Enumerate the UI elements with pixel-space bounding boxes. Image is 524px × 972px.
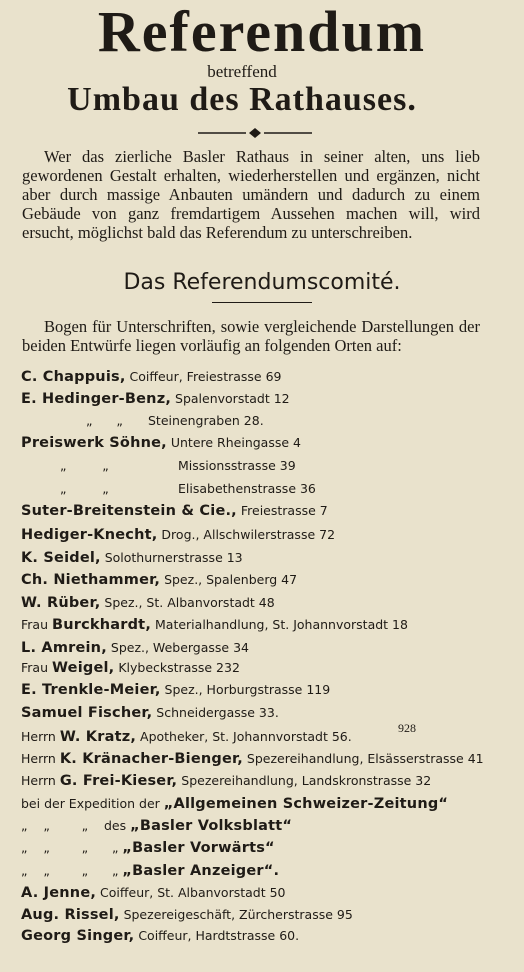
entry-prefix: Frau bbox=[21, 617, 52, 632]
entry-prefix: „ „ bbox=[60, 481, 109, 496]
location-entry bbox=[86, 410, 264, 432]
entry-address: Spez., Horburgstrasse 119 bbox=[160, 682, 331, 697]
locations-intro: Bogen für Unterschriften, sowie vergleichende Darstellungen der beiden Entwürfe liegen vorläufig an folgenden Orten auf: bbox=[22, 317, 480, 355]
entry-name: E. Hedinger-Benz, bbox=[21, 391, 172, 407]
location-entry bbox=[60, 455, 296, 477]
entry-address: Solothurnerstrasse 13 bbox=[100, 550, 243, 565]
entry-name: A. Jenne, bbox=[21, 885, 97, 901]
entry-address: Untere Rheingasse 4 bbox=[166, 435, 301, 450]
entry-prefix: Herrn bbox=[21, 751, 60, 766]
notice-subtitle: betreffend bbox=[207, 62, 277, 81]
location-entry bbox=[21, 770, 431, 792]
entry-name: W. Rüber, bbox=[21, 595, 101, 611]
location-entry bbox=[21, 592, 275, 614]
location-entry bbox=[21, 793, 448, 815]
location-entry bbox=[21, 657, 240, 679]
entry-prefix: „ „ bbox=[60, 458, 109, 473]
intro-paragraph: Wer das zierliche Basler Rathaus in seiner alten, uns lieb gewordenen Gestalt erhalten, wiederherstellen und ergänzen, nicht aber durch massige Anbauten umändern und dadurch zu einem Gebäude von ganz fremdartigem Aussehen machen will, wird ersucht, möglichst bald das Referendum zu unterschreiben. bbox=[22, 147, 480, 242]
entry-name: Preiswerk Söhne, bbox=[21, 435, 167, 451]
entry-address: Materialhandlung, St. Johannvorstadt 18 bbox=[151, 617, 408, 632]
divider-rule bbox=[212, 302, 312, 303]
entry-address: Missionsstrasse 39 bbox=[178, 458, 296, 473]
location-entry bbox=[21, 614, 408, 636]
entry-name: G. Frei-Kieser, bbox=[59, 773, 178, 789]
entry-address: Klybeckstrasse 232 bbox=[114, 660, 240, 675]
entry-prefix: „ „ „ „ bbox=[21, 863, 123, 878]
entry-name: Samuel Fischer, bbox=[21, 705, 153, 721]
location-entry bbox=[21, 637, 249, 659]
location-entry bbox=[21, 432, 301, 454]
location-entry bbox=[21, 569, 297, 591]
location-entry bbox=[21, 815, 292, 837]
entry-prefix: „ „ bbox=[86, 413, 123, 428]
entry-name: Suter-Breitenstein & Cie., bbox=[21, 503, 237, 519]
entry-address: Coiffeur, St. Albanvorstadt 50 bbox=[96, 885, 286, 900]
entry-address: Spezereihandlung, Landskronstrasse 32 bbox=[177, 773, 432, 788]
entry-name: Aug. Rissel, bbox=[21, 907, 120, 923]
location-entry bbox=[21, 837, 275, 859]
entry-name: K. Seidel, bbox=[21, 550, 101, 566]
entry-address: Spez., St. Albanvorstadt 48 bbox=[100, 595, 275, 610]
location-entry bbox=[21, 904, 353, 926]
entry-address: Schneidergasse 33. bbox=[152, 705, 279, 720]
location-entry bbox=[60, 478, 316, 500]
ornament-divider bbox=[198, 126, 312, 140]
committee-signature: Das Referendumscomité. bbox=[123, 270, 401, 295]
location-entry bbox=[21, 702, 279, 724]
location-entry bbox=[21, 882, 286, 904]
location-entry bbox=[21, 547, 243, 569]
location-entry bbox=[21, 524, 335, 546]
entry-name: „Allgemeinen Schweizer-Zeitung“ bbox=[163, 796, 449, 812]
entry-name: Hediger-Knecht, bbox=[21, 527, 158, 543]
entry-prefix: „ „ „ „ bbox=[21, 840, 123, 855]
entry-prefix: Frau bbox=[21, 660, 52, 675]
entry-address: Drog., Allschwilerstrasse 72 bbox=[157, 527, 336, 542]
notice-heading: Umbau des Rathauses. bbox=[67, 81, 417, 118]
entry-address: Spez., Spalenberg 47 bbox=[160, 572, 298, 587]
entry-name: C. Chappuis, bbox=[21, 369, 126, 385]
location-entry bbox=[21, 388, 290, 410]
entry-address: Coiffeur, Freiestrasse 69 bbox=[125, 369, 282, 384]
entry-address: Spezereigeschäft, Zürcherstrasse 95 bbox=[119, 907, 353, 922]
entry-address: Freiestrasse 7 bbox=[236, 503, 328, 518]
location-entry bbox=[21, 860, 279, 882]
entry-address: Spalenvorstadt 12 bbox=[171, 391, 290, 406]
entry-address: Elisabethenstrasse 36 bbox=[178, 481, 316, 496]
entry-address: Steinengraben 28. bbox=[148, 413, 264, 428]
entry-name: Burckhardt, bbox=[51, 617, 152, 633]
location-entry bbox=[21, 726, 352, 748]
entry-name: Georg Singer, bbox=[21, 928, 135, 944]
location-entry bbox=[21, 748, 484, 770]
entry-name: „Basler Anzeiger“. bbox=[122, 863, 280, 879]
entry-prefix: Herrn bbox=[21, 773, 60, 788]
location-entry bbox=[21, 925, 299, 947]
location-entry bbox=[21, 366, 282, 388]
entry-address: Coiffeur, Hardtstrasse 60. bbox=[134, 928, 300, 943]
location-entry bbox=[21, 679, 330, 701]
entry-name: „Basler Volksblatt“ bbox=[130, 818, 293, 834]
entry-address: Spez., Webergasse 34 bbox=[106, 640, 249, 655]
entry-address: Apotheker, St. Johannvorstadt 56. bbox=[136, 729, 352, 744]
entry-name: Weigel, bbox=[51, 660, 115, 676]
entry-prefix: „ „ „ des bbox=[21, 818, 131, 833]
entry-name: E. Trenkle-Meier, bbox=[21, 682, 161, 698]
entry-name: „Basler Vorwärts“ bbox=[122, 840, 275, 856]
entry-prefix: Herrn bbox=[21, 729, 60, 744]
page-number: 928 bbox=[398, 721, 416, 735]
entry-name: Ch. Niethammer, bbox=[21, 572, 161, 588]
entry-name: K. Kränacher-Bienger, bbox=[59, 751, 243, 767]
entry-address: Spezereihandlung, Elsässerstrasse 41 bbox=[242, 751, 484, 766]
entry-name: L. Amrein, bbox=[21, 640, 107, 656]
location-entry bbox=[21, 500, 328, 522]
notice-title: Referendum bbox=[97, 0, 427, 64]
entry-prefix: bei der Expedition der bbox=[21, 796, 164, 811]
entry-name: W. Kratz, bbox=[59, 729, 137, 745]
